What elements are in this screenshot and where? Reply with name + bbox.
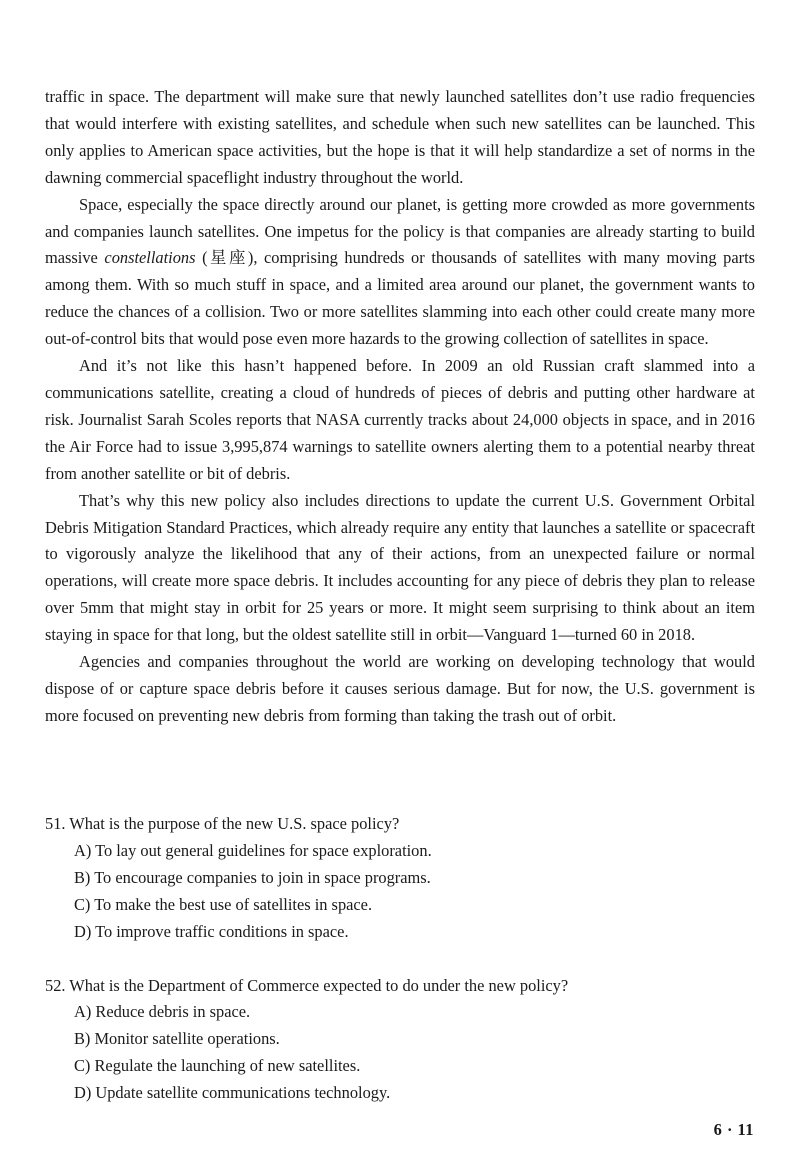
option-d: D) Update satellite communications technology. [74, 1083, 391, 1103]
passage-paragraph-5: Agencies and companies throughout the world are working on developing technology that would dispose of or capture space debris before it causes serious damage. But for now, the U.S. government is more focused on preventing new debris from forming than taking the trash out of orbit. [45, 652, 755, 725]
option-a: A) Reduce debris in space. [74, 1002, 251, 1022]
question-52 [45, 973, 755, 1108]
chinese-gloss: (星座) [195, 248, 254, 268]
passage-paragraph-2-text-before: Space, especially the space directly around our planet, is getting more crowded as more governments and companies launch satellites. One impetus for the policy is that companies are already starting to build massive [45, 194, 755, 268]
reading-passage [45, 84, 755, 730]
option-b: B) Monitor satellite operations. [74, 1029, 280, 1049]
passage-paragraph-1: traffic in space. The department will make sure that newly launched satellites don’t use radio frequencies that would interfere with existing satellites, and schedule when such new satellites can be launched. This only applies to American space activities, but the hope is that it will help standardize a set of norms in the dawning commercial spaceflight industry throughout the world. [45, 87, 755, 187]
vocabulary-term: constellations [104, 248, 196, 268]
option-c: C) To make the best use of satellites in space. [74, 894, 373, 914]
passage-paragraph-2 [45, 192, 755, 353]
option-c: C) Regulate the launching of new satellites. [74, 1056, 361, 1076]
passage-paragraph-4: That’s why this new policy also includes directions to update the current U.S. Government Orbital Debris Mitigation Standard Practices, which already require any entity that launches a satellite or spacecraft to vigorously analyze the likelihood that any of their actions, from an unexpected failure or normal operations, will create more space debris. It includes accounting for any piece of debris they plan to release over 5mm that might stay in orbit for 25 years or more. It might seem surprising to think about an item staying in space for that long, but the oldest satellite still in orbit—Vanguard 1—turned 60 in 2018. [45, 490, 755, 645]
question-list [45, 811, 755, 1134]
question-stem: 51. What is the purpose of the new U.S. space policy? [45, 814, 400, 833]
passage-paragraph-3: And it’s not like this hasn’t happened before. In 2009 an old Russian craft slammed into a communications satellite, creating a cloud of hundreds of pieces of debris and putting other hardware at risk. Journalist Sarah Scoles reports that NASA currently tracks about 24,000 objects in space, and in 2016 the Air Force had to issue 3,995,874 warnings to satellite owners alerting them to a potential nearby threat from another satellite or bit of debris. [45, 356, 755, 483]
question-stem: 52. What is the Department of Commerce expected to do under the new policy? [45, 975, 569, 995]
option-d: D) To improve traffic conditions in space. [74, 921, 349, 941]
option-b: B) To encourage companies to join in space programs. [74, 867, 431, 887]
question-51 [45, 811, 755, 946]
option-a: A) To lay out general guidelines for space exploration. [74, 840, 432, 860]
passage-paragraph-2-text-after: , comprising hundreds or thousands of satellites with many moving parts among them. With so much stuff in space, and a limited area around our planet, the government wants to reduce the chances of a collision. Two or more satellites slamming into each other could create many more out-of-control bits that would pose even more hazards to the growing collection of satellites in space. [45, 248, 756, 349]
page-number: 6 · 11 [713, 1120, 754, 1139]
